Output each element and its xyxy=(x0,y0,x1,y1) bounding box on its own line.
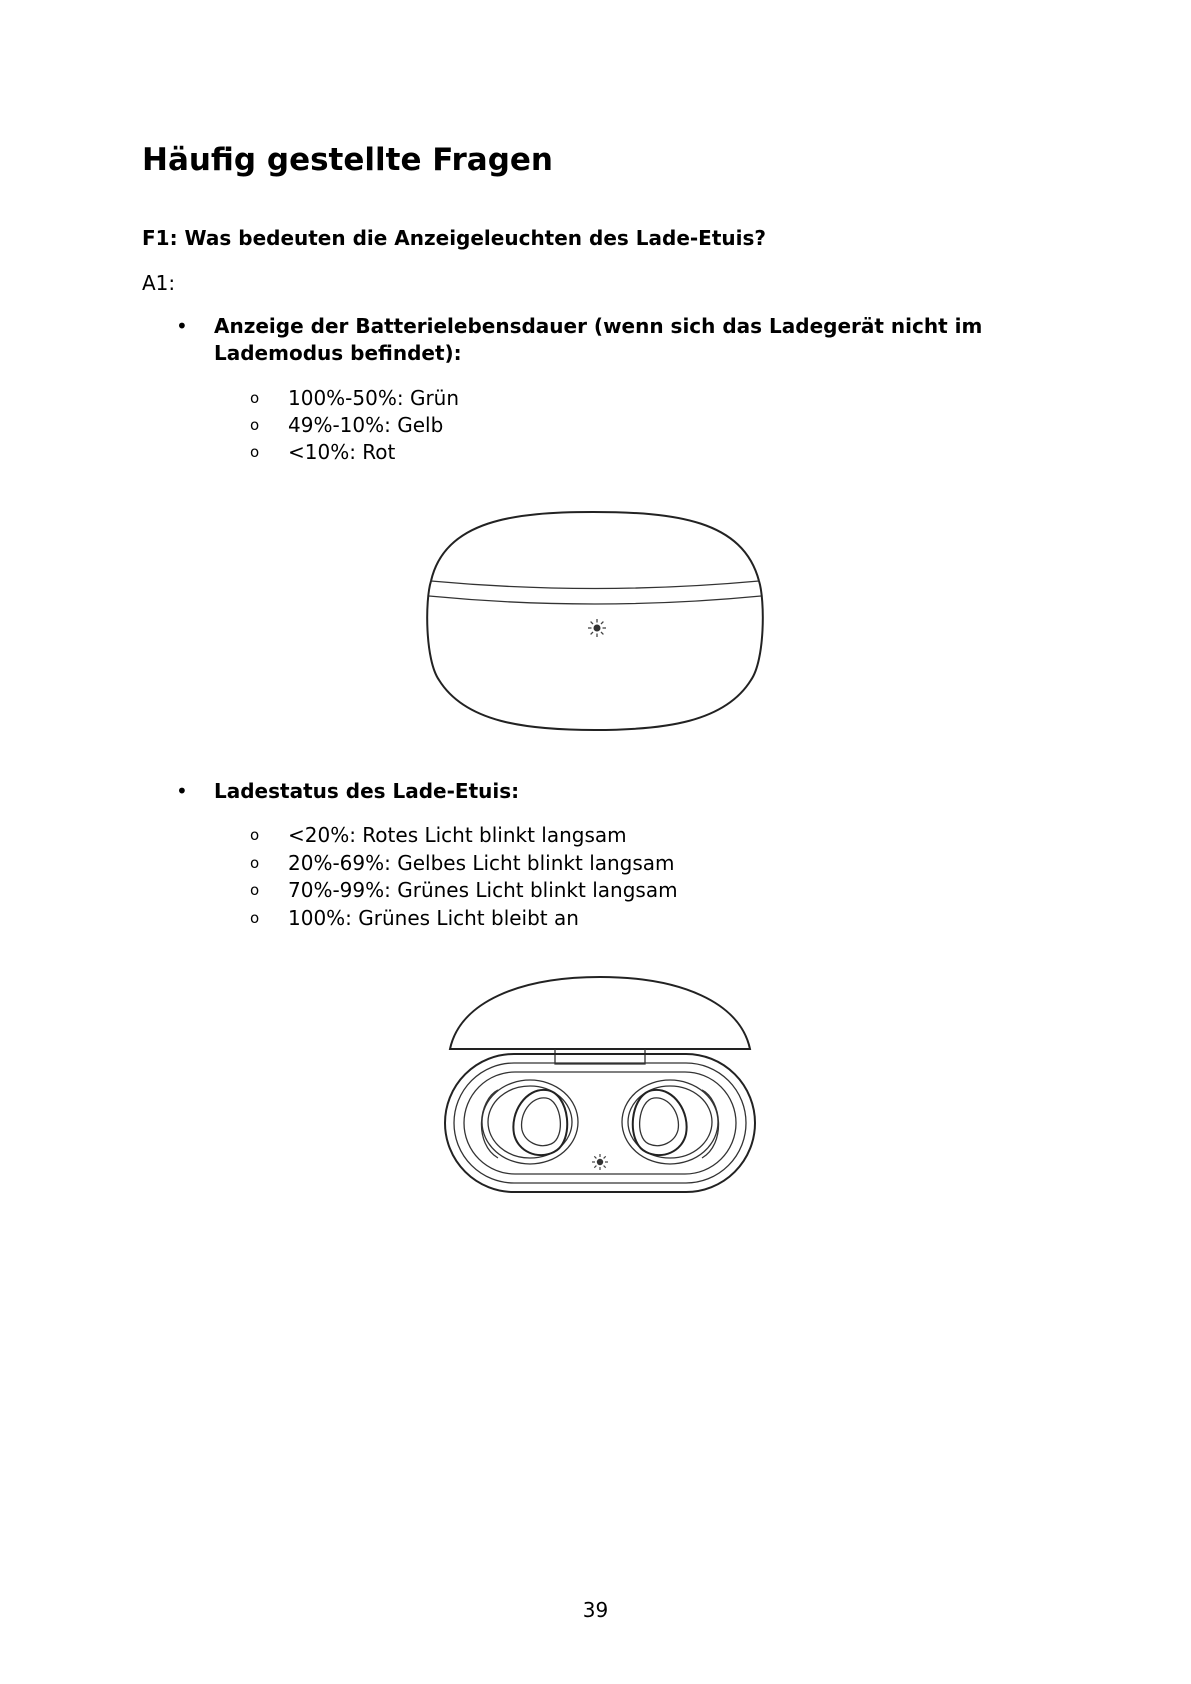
page-number: 39 xyxy=(582,1598,609,1622)
sun-indicator-icon xyxy=(592,1154,608,1170)
circle-bullet-icon: o xyxy=(250,389,260,407)
circle-bullet-icon: o xyxy=(250,416,260,434)
circle-bullet-icon: o xyxy=(250,909,260,927)
sun-indicator-icon xyxy=(588,619,606,637)
question-heading: F1: Was bedeuten die Anzeigeleuchten des Lade-Etuis? xyxy=(142,226,767,250)
circle-bullet-icon: o xyxy=(250,826,260,844)
open-case-illustration xyxy=(440,972,760,1202)
page-title: Häufig gestellte Fragen xyxy=(142,142,553,178)
answer-label: A1: xyxy=(142,271,176,295)
bullet-charging-status xyxy=(176,778,1056,806)
bullet-battery-display xyxy=(176,313,1056,369)
circle-bullet-icon: o xyxy=(250,443,260,461)
closed-case-illustration xyxy=(425,510,765,735)
bullet-icon: • xyxy=(176,779,188,803)
bullet-icon: • xyxy=(176,314,188,338)
circle-bullet-icon: o xyxy=(250,881,260,899)
bullet-heading: Ladestatus des Lade-Etuis: xyxy=(214,779,520,803)
circle-bullet-icon: o xyxy=(250,854,260,872)
bullet-heading: Anzeige der Batterielebensdauer (wenn sich das Ladegerät nicht im Lademodus befindet): xyxy=(214,314,983,365)
